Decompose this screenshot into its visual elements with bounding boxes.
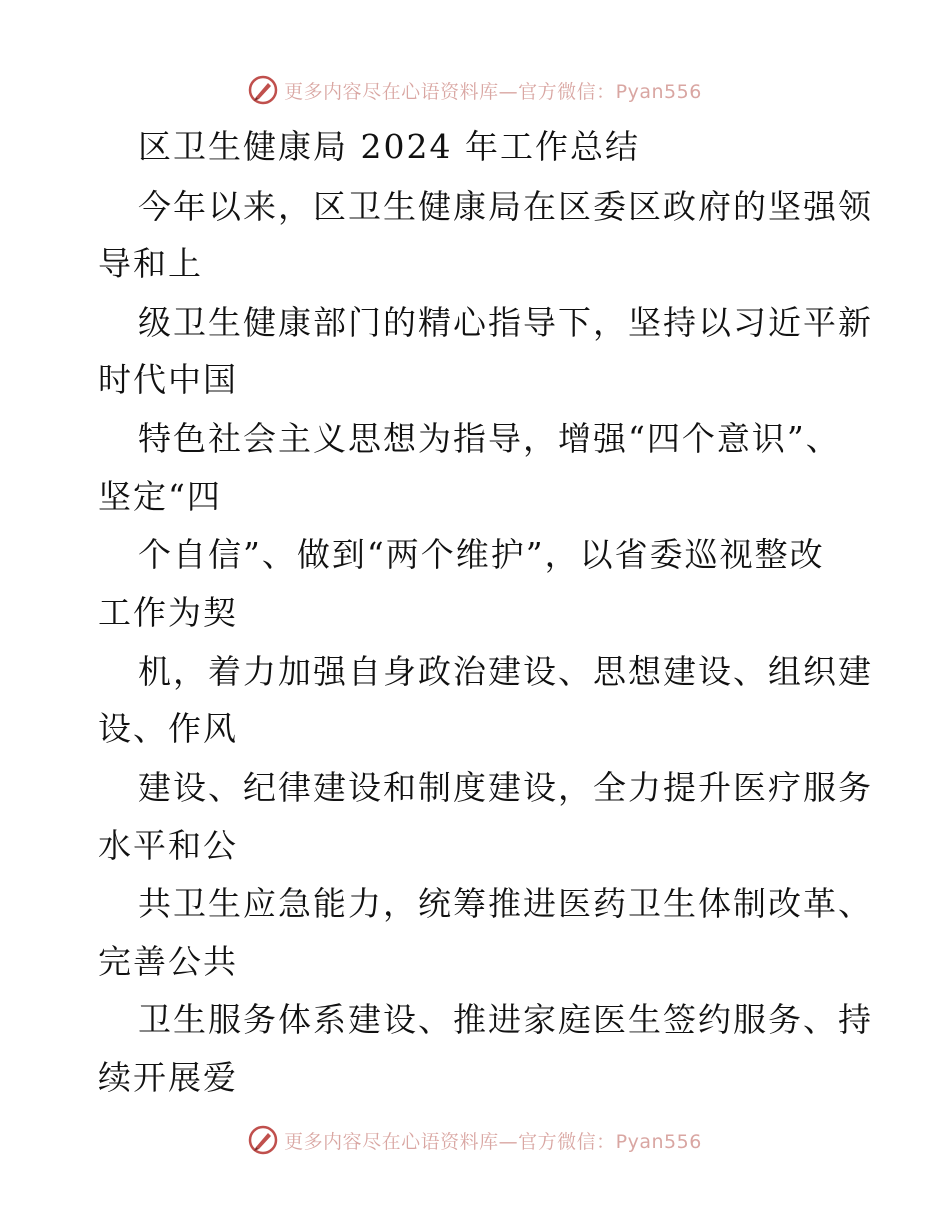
paragraph-line: 机，着力加强自身政治建设、思想建设、组织建 [138,652,873,691]
watermark-footer [0,1120,950,1160]
paragraph-line: 坚定“四 [98,477,222,516]
paragraph-line: 共卫生应急能力，统筹推进医药卫生体制改革、 [138,884,873,923]
paragraph-line: 个自信”、做到“两个维护”，以省委巡视整改 [138,535,825,574]
document-title: 区卫生健康局 2024 年工作总结 [138,127,640,166]
watermark-text: 更多内容尽在心语资料库—官方微信：Pyan556 [284,1130,702,1153]
paragraph-line: 时代中国 [98,360,238,399]
paragraph-line: 建设、纪律建设和制度建设，全力提升医疗服务 [138,768,873,807]
paragraph-line: 卫生服务体系建设、推进家庭医生签约服务、持 [138,1000,873,1039]
watermark-text: 更多内容尽在心语资料库—官方微信：Pyan556 [284,80,702,103]
watermark-header [0,70,950,110]
paragraph-line: 续开展爱 [98,1058,238,1097]
paragraph-line: 工作为契 [98,593,238,632]
paragraph-line: 设、作风 [98,709,238,748]
paragraph-line: 导和上 [98,244,203,283]
paragraph-line: 完善公共 [98,942,238,981]
paragraph-line: 级卫生健康部门的精心指导下，坚持以习近平新 [138,303,873,342]
pen-circle-logo-icon [248,1125,278,1155]
paragraph-line: 水平和公 [98,826,238,865]
pen-circle-logo-icon [248,75,278,105]
paragraph-line: 特色社会主义思想为指导，增强“四个意识”、 [138,419,841,458]
paragraph-line: 今年以来，区卫生健康局在区委区政府的坚强领 [138,187,873,226]
